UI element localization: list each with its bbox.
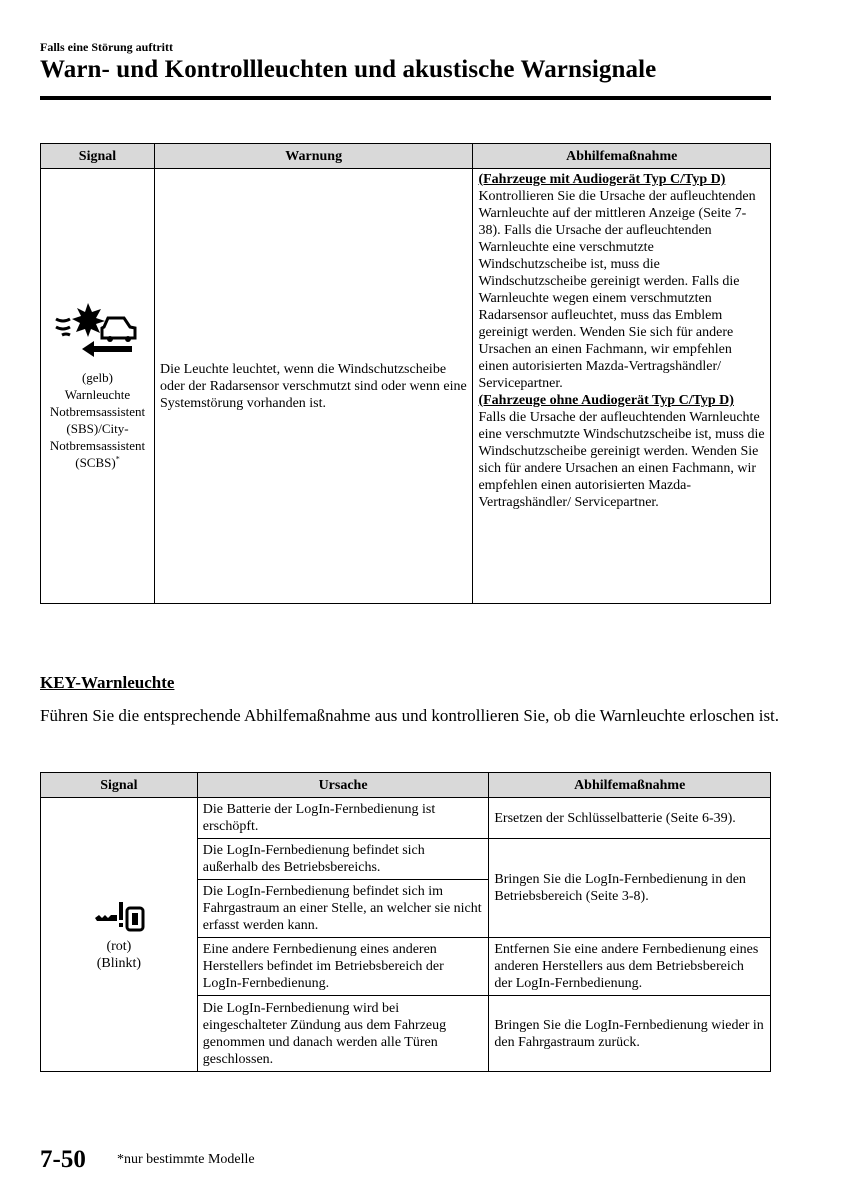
table-row xyxy=(41,169,771,604)
signal-line: Notbremsassistent xyxy=(49,438,146,453)
key-warning-icon xyxy=(93,898,145,934)
sbs-scbs-warning-icon xyxy=(52,301,142,361)
warning-light-table xyxy=(40,143,771,604)
signal-cell xyxy=(41,169,155,604)
footnote: *nur bestimmte Modelle xyxy=(117,1152,255,1167)
signal-line-last xyxy=(45,454,150,471)
header-signal: Signal xyxy=(41,144,155,169)
header-cause: Ursache xyxy=(197,773,489,798)
remedy-cell: Bringen Sie die LogIn-Fernbedienung wieder in den Fahrgastraum zurück. xyxy=(489,996,771,1072)
footnote-mark: * xyxy=(115,454,120,464)
header-warning: Warnung xyxy=(154,144,472,169)
signal-line: (gelb) xyxy=(81,370,113,385)
remedy-cell: Bringen Sie die LogIn-Fernbedienung in den Betriebsbereich (Seite 3-8). xyxy=(489,839,771,938)
signal-line: Notbremsassistent xyxy=(49,404,146,419)
key-warning-intro: Führen Sie die entsprechende Abhilfemaßnahme aus und kontrollieren Sie, ob die Warnleuchte erloschen ist. xyxy=(40,706,780,725)
signal-line: (SCBS) xyxy=(75,455,116,470)
header-signal: Signal xyxy=(41,773,198,798)
page-number: 7-50 xyxy=(40,1146,86,1173)
key-warning-table xyxy=(40,772,771,1072)
cause-cell: Die LogIn-Fernbedienung befindet sich außerhalb des Betriebsbereichs. xyxy=(197,839,489,880)
remedy-heading-with-audio: (Fahrzeuge mit Audiogerät Typ C/Typ D) xyxy=(478,172,726,187)
remedy-text-with-audio: Kontrollieren Sie die Ursache der aufleuchtenden Warnleuchte auf der mittleren Anzeige (Seite 7-38). Falls die Ursache der aufleuchtenden Warnleuchte eine verschmutzte Windschutzscheibe ist, muss die Windschutzscheibe gereinigt werden. Falls die Warnleuchte wegen einem verschmutzten Radarsensor aufleuchtet, muss das Emblem gereinigt werden. Wenden Sie sich für andere Ursachen an einen Fachmann, wir empfehlen einen autorisierten Mazda-Vertragshändler/ Servicepartner. xyxy=(478,189,756,391)
remedy-heading-without-audio: (Fahrzeuge ohne Audiogerät Typ C/Typ D) xyxy=(478,393,734,408)
cause-cell: Die LogIn-Fernbedienung wird bei eingeschalteter Zündung aus dem Fahrzeug genommen und danach werden alle Türen geschlossen. xyxy=(197,996,489,1072)
signal-color: (rot) xyxy=(106,938,132,954)
section-label: Falls eine Störung auftritt xyxy=(40,40,173,54)
signal-line: (SBS)/City- xyxy=(66,421,129,436)
page-title: Warn- und Kontrollleuchten und akustische Warnsignale xyxy=(40,56,657,83)
table-header-row xyxy=(41,773,771,798)
key-warning-heading: KEY-Warnleuchte xyxy=(40,673,175,692)
signal-state: (Blinkt) xyxy=(96,955,142,971)
table-row xyxy=(41,798,771,839)
remedy-cell: Entfernen Sie eine andere Fernbedienung eines anderen Herstellers aus dem Betriebsbereich der LogIn-Fernbedienung. xyxy=(489,938,771,996)
signal-cell xyxy=(41,798,198,1072)
header-remedy: Abhilfemaßnahme xyxy=(489,773,771,798)
signal-caption xyxy=(45,369,150,471)
remedy-cell xyxy=(473,169,771,604)
signal-line: Warnleuchte xyxy=(64,387,131,402)
header-remedy: Abhilfemaßnahme xyxy=(473,144,771,169)
cause-cell: Die Batterie der LogIn-Fernbedienung ist erschöpft. xyxy=(197,798,489,839)
cause-cell: Die LogIn-Fernbedienung befindet sich im Fahrgastraum an einer Stelle, an welcher sie nicht erfasst werden kann. xyxy=(197,880,489,938)
warning-cell: Die Leuchte leuchtet, wenn die Windschutzscheibe oder der Radarsensor verschmutzt sind oder wenn eine Systemstörung vorhanden ist. xyxy=(154,169,472,604)
remedy-cell: Ersetzen der Schlüsselbatterie (Seite 6-39). xyxy=(489,798,771,839)
cause-cell: Eine andere Fernbedienung eines anderen Herstellers befindet im Betriebsbereich der LogIn-Fernbedienung. xyxy=(197,938,489,996)
remedy-text-without-audio: Falls die Ursache der aufleuchtenden Warnleuchte eine verschmutzte Windschutzscheibe ist, muss die Windschutzscheibe gereinigt werden. Wenden Sie sich für andere Ursachen an einen Fachmann, wir empfehlen einen autorisierten Mazda-Vertragshändler/ Servicepartner. xyxy=(478,410,765,510)
title-rule xyxy=(40,96,771,100)
table-header-row xyxy=(41,144,771,169)
